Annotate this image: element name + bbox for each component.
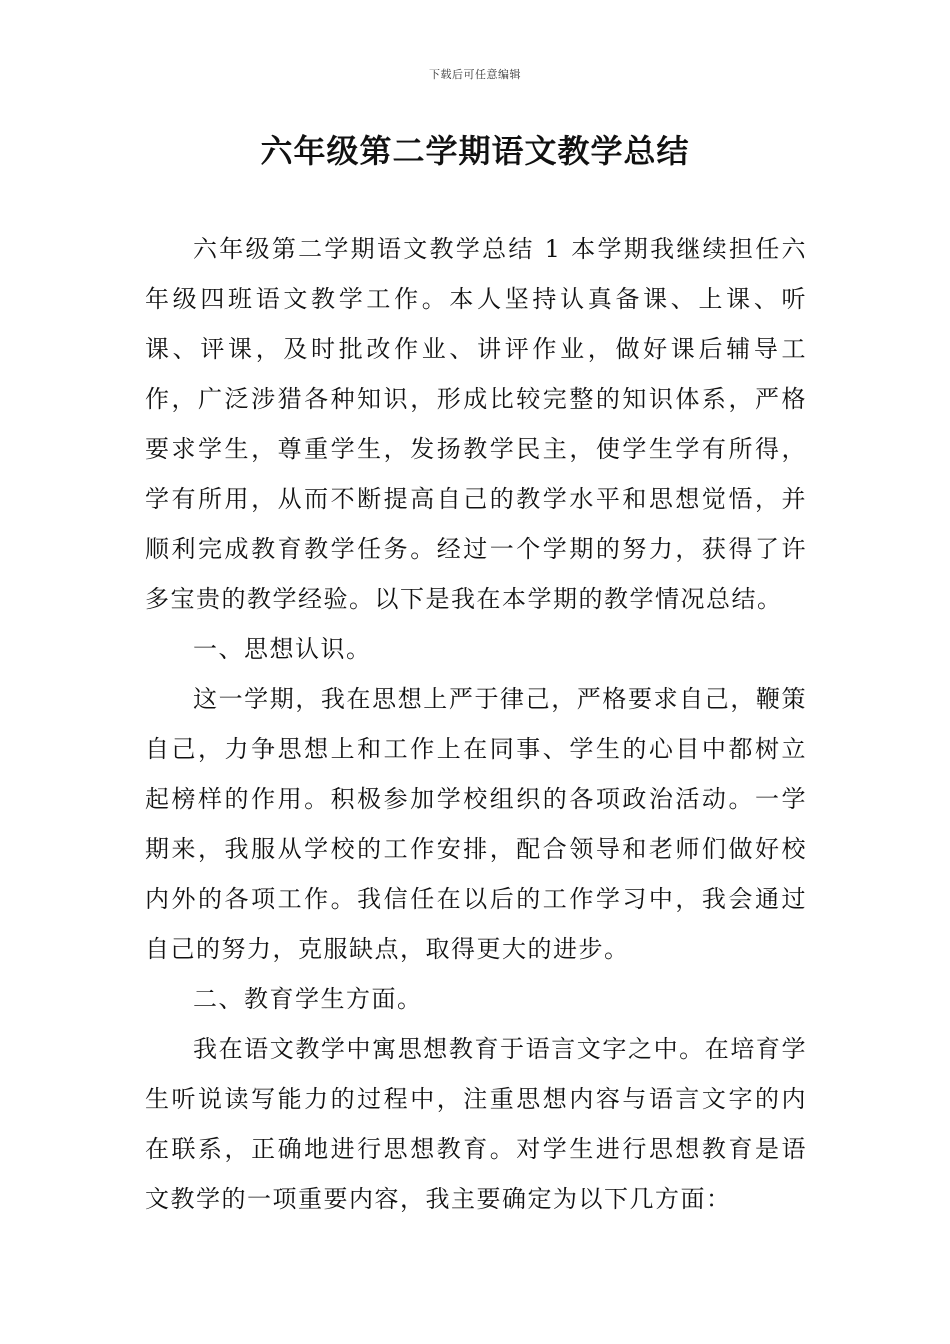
- section-heading-education: 二、教育学生方面。: [193, 985, 423, 1013]
- paragraph-thought: 这一学期，我在思想上严于律己，严格要求自己，鞭策自己，力争思想上和工作上在同事、学生的心目中都树立起榜样的作用。积极参加学校组织的各项政治活动。一学期来，我服从学校的工作安排，配合领导和老师们做好校内外的各项工作。我信任在以后的工作学习中，我会通过自己的努力，克服缺点，取得更大的进步。: [145, 685, 807, 963]
- document-body: [145, 224, 807, 1224]
- document-title: 六年级第二学期语文教学总结: [260, 132, 690, 170]
- paragraph-intro: 六年级第二学期语文教学总结 1 本学期我继续担任六年级四班语文教学工作。本人坚持认真备课、上课、听课、评课，及时批改作业、讲评作业，做好课后辅导工作，广泛涉猎各种知识，形成比较完整的知识体系，严格要求学生，尊重学生，发扬教学民主，使学生学有所得，学有所用，从而不断提高自己的教学水平和思想觉悟，并顺利完成教育教学任务。经过一个学期的努力，获得了许多宝贵的教学经验。以下是我在本学期的教学情况总结。: [145, 235, 807, 613]
- paragraph-education: 我在语文教学中寓思想教育于语言文字之中。在培育学生听说读写能力的过程中，注重思想内容与语言文字的内在联系，正确地进行思想教育。对学生进行思想教育是语文教学的一项重要内容，我主要确定为以下几方面：: [145, 1035, 807, 1213]
- section-heading-thought: 一、思想认识。: [193, 635, 372, 663]
- header-note: 下载后可任意编辑: [429, 68, 521, 81]
